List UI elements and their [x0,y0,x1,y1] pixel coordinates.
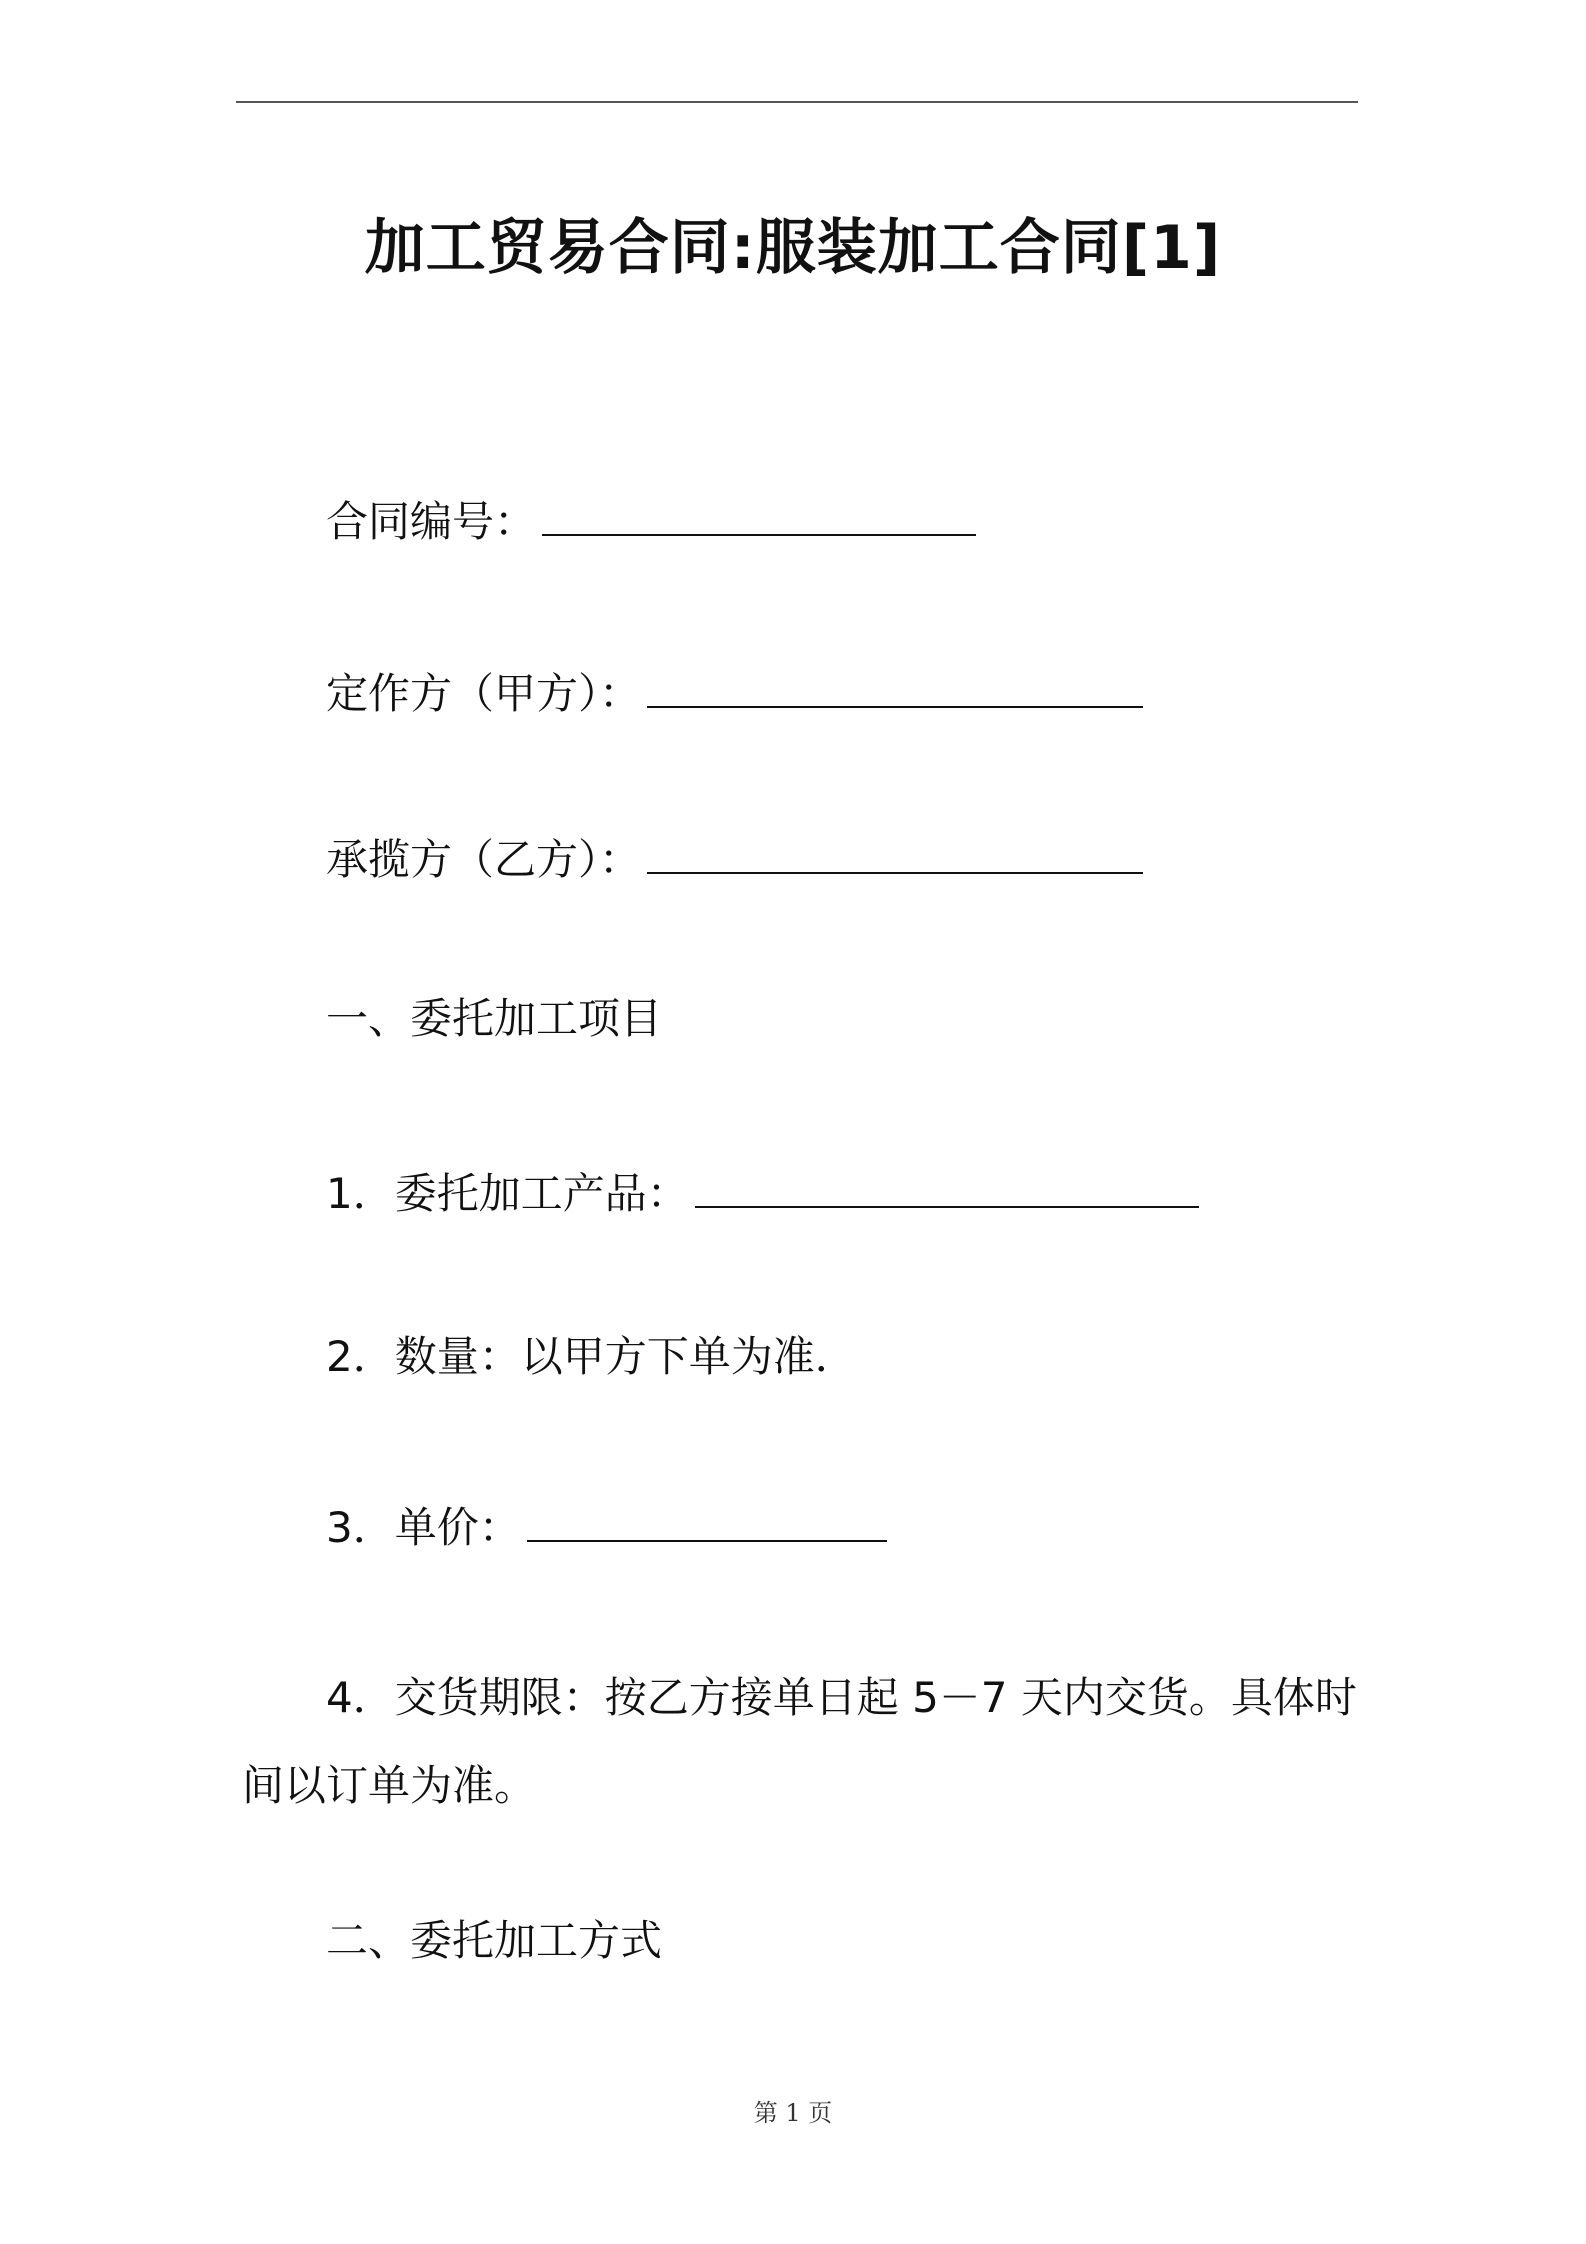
item-1-line [326,1162,1199,1223]
document-title: 加工贸易合同:服装加工合同[1] [364,213,1222,283]
header-rule [236,101,1358,103]
contract-number-label: 合同编号： [326,497,537,546]
page-number: 第 1 页 [753,2099,833,2127]
item-3-label: 3．单价： [326,1503,521,1552]
party-a-line [326,662,1143,723]
party-b-blank [647,828,1143,874]
section-heading-1: 一、委托加工项目 [326,994,663,1043]
contract-number-blank [542,490,976,536]
item-2-line: 2．数量：以甲方下单为准． [326,1332,857,1381]
party-b-line [326,828,1143,889]
item-1-blank [695,1162,1199,1208]
item-4-paragraph: 4．交货期限：按乙方接单日起 5－7 天内交货。具体时间以订单为准。 [242,1673,1357,1810]
section-heading-2: 二、委托加工方式 [326,1916,663,1965]
party-a-blank [647,662,1143,708]
item-3-line [326,1496,887,1557]
item-3-blank [527,1496,887,1542]
party-a-label: 定作方（甲方）： [326,669,642,718]
item-1-label: 1．委托加工产品： [326,1169,689,1218]
contract-number-line [326,490,976,551]
party-b-label: 承揽方（乙方）： [326,835,642,884]
